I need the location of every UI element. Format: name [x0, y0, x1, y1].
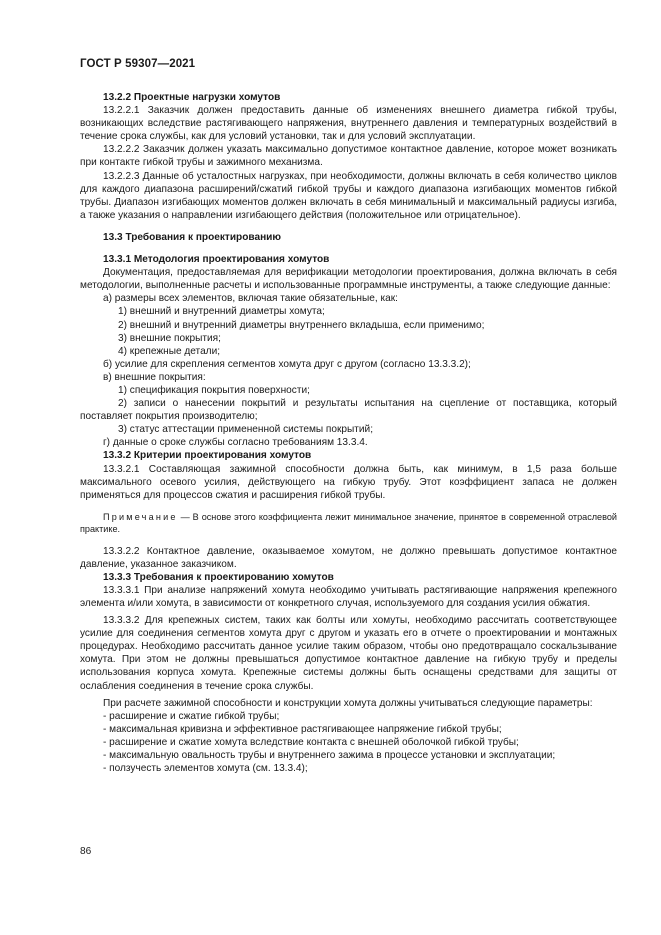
paragraph-13-3-2-1: 13.3.2.1 Составляющая зажимной способности должна быть, как минимум, в 1,5 раза больше максимального осевого усилия, действующего на гибкую трубу. Этот коэффициент запаса не должен применяться для процессов сжатия и расширения гибкой трубы.: [80, 463, 617, 501]
paragraph-13-2-2-3: 13.2.2.3 Данные об усталостных нагрузках, при необходимости, должны включать в себя количество циклов для каждого диапазона расширений/сжатий гибкой трубы и каждого диапазона изгибающих моментов гибкой трубы. Диапазон изгибающих моментов должен включать в себя минимальный и максимальный радиусы изгиба, а также указания о направлении изгибающего действия (положительное или отрицательное).: [80, 170, 617, 221]
param-item-4: - максимальную овальность трубы и внутреннего зажима в процессе установки и эксплуатации;: [103, 750, 556, 762]
note-label: Примечание: [103, 511, 178, 522]
page-body: [80, 91, 617, 775]
heading-13-3-2: 13.3.2 Критерии проектирования хомутов: [103, 450, 312, 462]
paragraph-13-3-3-1: 13.3.3.1 При анализе напряжений хомута необходимо учитывать растягивающие напряжения крепежного элемента и/или хомута, в зависимости от конкретного случая, используемого для создания усилия обжатия.: [80, 584, 617, 609]
param-item-2: - максимальная кривизна и эффективное растягивающее напряжение гибкой трубы;: [103, 723, 502, 735]
list-item-a3: 3) внешние покрытия;: [118, 332, 221, 344]
list-item-a: а) размеры всех элементов, включая такие обязательные, как:: [103, 293, 398, 305]
param-item-3: - расширение и сжатие хомута вследствие контакта с внешней оболочкой гибкой трубы;: [103, 736, 519, 748]
paragraph-13-3-2-2: 13.3.2.2 Контактное давление, оказываемое хомутом, не должно превышать допустимое контактное давление, указанное заказчиком.: [80, 545, 617, 570]
list-item-v2: 2) записи о нанесении покрытий и результаты испытания на сцепление от поставщика, который поставляет покрытия производителю;: [80, 398, 617, 423]
param-item-1: - расширение и сжатие гибкой трубы;: [103, 710, 280, 722]
heading-13-3-1: 13.3.1 Методология проектирования хомутов: [103, 254, 330, 266]
heading-13-3-3: 13.3.3 Требования к проектированию хомутов: [103, 571, 334, 583]
heading-13-2-2: 13.2.2 Проектные нагрузки хомутов: [103, 92, 281, 103]
list-item-a1: 1) внешний и внутренний диаметры хомута;: [118, 306, 325, 318]
paragraph-13-3-3-params: При расчете зажимной способности и конструкции хомута должны учитываться следующие параметры:: [103, 697, 593, 709]
list-item-v1: 1) спецификация покрытия поверхности;: [118, 384, 310, 396]
param-item-5: - ползучесть элементов хомута (см. 13.3.4);: [103, 763, 308, 775]
list-item-v: в) внешние покрытия:: [103, 371, 206, 383]
heading-13-3: 13.3 Требования к проектированию: [103, 231, 281, 243]
paragraph-13-3-1-intro: Документация, предоставляемая для верификации методологии проектирования, должна включать в себя методологии, выполненные расчеты и использованные программные инструменты, а также следующие данные:: [80, 267, 617, 292]
list-item-a2: 2) внешний и внутренний диаметры внутреннего вкладыша, если применимо;: [118, 319, 485, 331]
note-text: — В основе этого коэффициента лежит минимальное значение, принятое в современной отраслевой практике.: [80, 511, 617, 535]
note: [80, 511, 617, 536]
paragraph-13-3-3-2: 13.3.3.2 Для крепежных систем, таких как болты или хомуты, необходимо рассчитать соответствующее усилие для соединения сегментов хомута друг с другом и указать его в отчете о проектировании и монтажных процедурах. Необходимо рассчитать данное усилие таким образом, чтобы оно предотвращало соскальзывание хомута. При этом не должны превышаться допустимое контактное давление на гибкую трубу и пределы использования корпуса хомута. Крепежные системы должны быть оснащены средствами для защиты от ослабления соединения в течение срока службы.: [80, 615, 617, 692]
page-number: 86: [80, 846, 92, 857]
list-item-g: г) данные о сроке службы согласно требованиям 13.3.4.: [103, 437, 368, 449]
list-item-b: б) усилие для скрепления сегментов хомута друг с другом (согласно 13.3.3.2);: [103, 358, 471, 370]
list-item-a4: 4) крепежные детали;: [118, 345, 221, 357]
list-item-v3: 3) статус аттестации примененной системы покрытий;: [118, 424, 374, 436]
paragraph-13-2-2-1: 13.2.2.1 Заказчик должен предоставить данные об изменениях внешнего диаметра гибкой трубы, возникающих вследствие растягивающего напряжения, внутреннего давления и температурных воздействий в течение срока службы, как для условий установки, так и для условий эксплуатации.: [80, 105, 617, 143]
paragraph-13-2-2-2: 13.2.2.2 Заказчик должен указать максимально допустимое контактное давление, которое может возникать при контакте гибкой трубы и зажимного механизма.: [80, 144, 617, 169]
document-code: ГОСТ Р 59307—2021: [80, 58, 196, 70]
